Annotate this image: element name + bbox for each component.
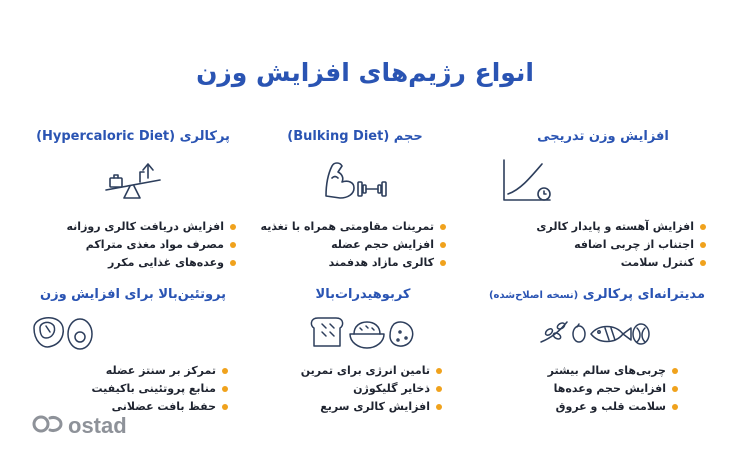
- list-item: وعده‌های غذایی مکرر: [28, 254, 238, 272]
- list-item: سلامت قلب و عروق: [484, 398, 680, 416]
- card-mediterranean-hypercaloric: [484, 286, 710, 416]
- card-gradual-weight-gain: [498, 128, 708, 272]
- card-title: پروتئین‌بالا برای افزایش وزن: [39, 287, 227, 302]
- list-item: تمرینات مقاومتی همراه با تغذیه: [250, 218, 448, 236]
- muscle-dumbbell-icon: [250, 152, 460, 210]
- card-title: [484, 286, 710, 304]
- bread-rice-potato-icon: [258, 306, 468, 358]
- olive-fish-nuts-icon: [484, 306, 710, 358]
- balance-scale-icon: [28, 152, 238, 210]
- card-hypercaloric-diet: [28, 128, 238, 272]
- feature-list: [28, 362, 238, 416]
- list-item: کالری مازاد هدفمند: [250, 254, 448, 272]
- list-item: اجتناب از چربی اضافه: [498, 236, 708, 254]
- list-item: کنترل سلامت: [498, 254, 708, 272]
- list-item: افزایش آهسته و پایدار کالری: [498, 218, 708, 236]
- card-title: کربوهیدرات‌بالا: [315, 287, 411, 302]
- card-title: پرکالری (Hypercaloric Diet): [36, 129, 230, 144]
- steak-egg-icon: [28, 306, 238, 358]
- list-item: مصرف مواد مغذی متراکم: [28, 236, 238, 254]
- list-item: تامین انرژی برای تمرین: [258, 362, 444, 380]
- feature-list: [258, 362, 468, 416]
- list-item: افزایش حجم وعده‌ها: [484, 380, 680, 398]
- list-item: چربی‌های سالم بیشتر: [484, 362, 680, 380]
- card-high-carb: [258, 286, 468, 416]
- card-title-main: مدیترانه‌ای پرکالری: [582, 287, 705, 302]
- ostad-logo: [30, 412, 127, 440]
- list-item: افزایش حجم عضله: [250, 236, 448, 254]
- card-title: حجم (Bulking Diet): [287, 129, 423, 144]
- card-title: افزایش وزن تدریجی: [537, 129, 669, 144]
- logo-text: ostad: [68, 413, 127, 438]
- card-title-note: (نسخه اصلاح‌شده): [488, 290, 579, 301]
- card-high-protein: [28, 286, 238, 416]
- feature-list: [250, 218, 460, 272]
- feature-list: [498, 218, 708, 272]
- page-title: انواع رژیم‌های افزایش وزن: [196, 58, 534, 87]
- line-chart-clock-icon: [498, 152, 708, 210]
- list-item: افزایش کالری سریع: [258, 398, 444, 416]
- feature-list: [484, 362, 710, 416]
- list-item: حفظ بافت عضلانی: [28, 398, 230, 416]
- feature-list: [28, 218, 238, 272]
- ostad-logo-icon: [30, 412, 64, 440]
- card-bulking-diet: [250, 128, 460, 272]
- list-item: منابع پروتئینی باکیفیت: [28, 380, 230, 398]
- list-item: تمرکز بر سنتز عضله: [28, 362, 230, 380]
- list-item: افزایش دریافت کالری روزانه: [28, 218, 238, 236]
- list-item: ذخایر گلیکوژن: [258, 380, 444, 398]
